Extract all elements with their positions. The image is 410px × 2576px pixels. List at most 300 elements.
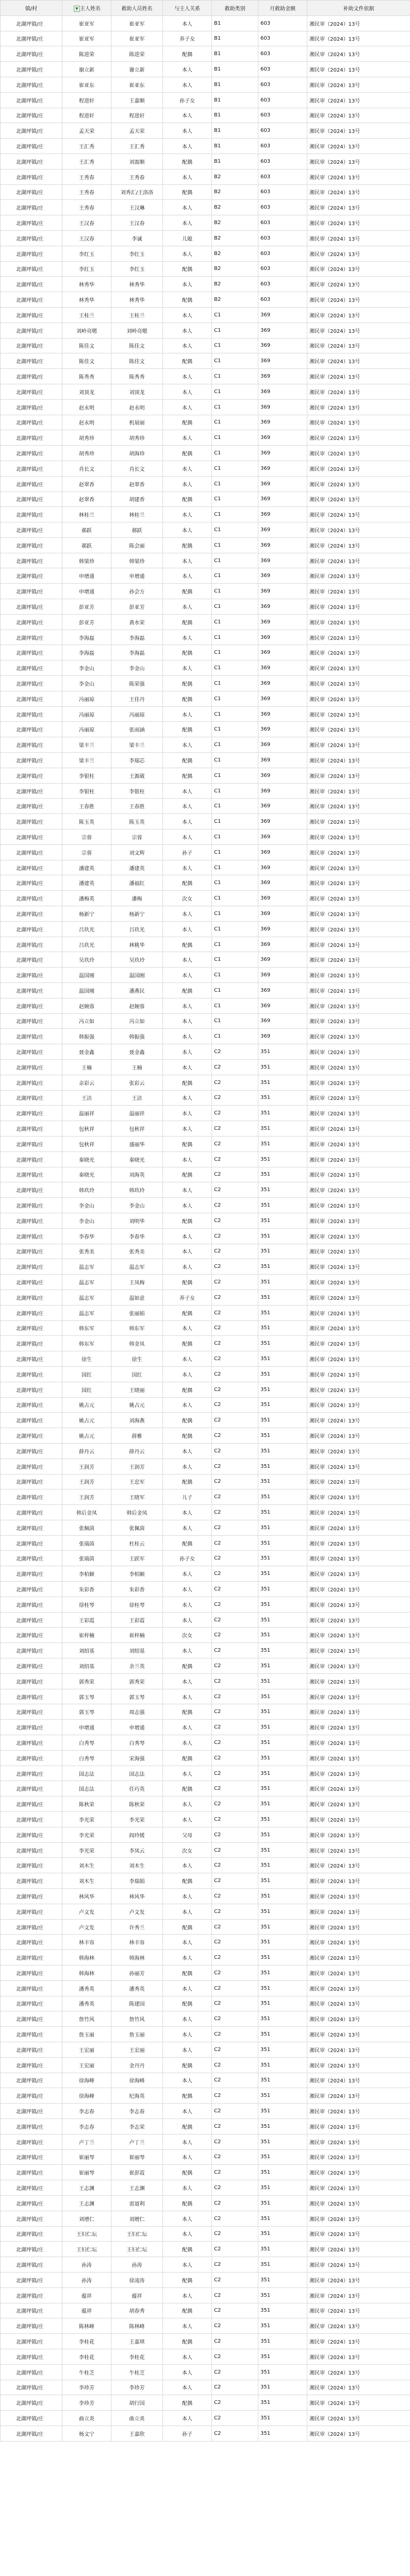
cell-town[interactable]: 北湖坪镇/庄 bbox=[1, 1612, 62, 1628]
cell-amount[interactable]: 351 bbox=[258, 1950, 307, 1965]
cell-document[interactable]: 湘民审（2024）13号 bbox=[307, 123, 410, 139]
cell-amount[interactable]: 351 bbox=[258, 2303, 307, 2318]
cell-town[interactable]: 北湖坪镇/庄 bbox=[1, 1919, 62, 1935]
cell-category[interactable]: B2 bbox=[212, 261, 258, 277]
cell-document[interactable]: 湘民审（2024）13号 bbox=[307, 1106, 410, 1121]
cell-document[interactable]: 湘民审（2024）13号 bbox=[307, 2057, 410, 2073]
cell-relation[interactable]: 本人 bbox=[163, 108, 212, 123]
cell-recipient[interactable]: 李瑞芯 bbox=[111, 753, 163, 768]
cell-owner[interactable]: 韩东军 bbox=[62, 1320, 111, 1336]
table-row[interactable] bbox=[1, 1643, 410, 1658]
cell-town[interactable]: 北湖坪镇/庄 bbox=[1, 1305, 62, 1320]
cell-owner[interactable]: 秦晓光 bbox=[62, 1167, 111, 1182]
cell-amount[interactable]: 351 bbox=[258, 1397, 307, 1413]
cell-town[interactable]: 北湖坪镇/庄 bbox=[1, 2180, 62, 2196]
cell-category[interactable]: C1 bbox=[212, 906, 258, 922]
table-row[interactable] bbox=[1, 1980, 410, 1996]
cell-owner[interactable]: 孟天荣 bbox=[62, 123, 111, 139]
cell-town[interactable]: 北湖坪镇/庄 bbox=[1, 476, 62, 492]
cell-category[interactable]: C1 bbox=[212, 323, 258, 338]
cell-owner[interactable]: 王宏丽 bbox=[62, 2057, 111, 2073]
cell-relation[interactable]: 本人 bbox=[163, 522, 212, 538]
cell-relation[interactable]: 本人 bbox=[163, 630, 212, 645]
cell-owner[interactable]: 刘木生 bbox=[62, 1873, 111, 1889]
cell-town[interactable]: 北湖坪镇/庄 bbox=[1, 1812, 62, 1827]
cell-amount[interactable]: 351 bbox=[258, 2395, 307, 2411]
table-row[interactable] bbox=[1, 1213, 410, 1228]
cell-category[interactable]: B1 bbox=[212, 154, 258, 169]
cell-owner[interactable]: 温志军 bbox=[62, 1290, 111, 1305]
cell-recipient[interactable]: 李桂花 bbox=[111, 2349, 163, 2364]
cell-town[interactable]: 北湖坪镇/庄 bbox=[1, 937, 62, 952]
table-row[interactable] bbox=[1, 768, 410, 783]
table-row[interactable] bbox=[1, 2119, 410, 2134]
table-row[interactable] bbox=[1, 15, 410, 31]
cell-town[interactable]: 北湖坪镇/庄 bbox=[1, 1275, 62, 1290]
cell-relation[interactable]: 本人 bbox=[163, 215, 212, 231]
cell-document[interactable]: 湘民审（2024）13号 bbox=[307, 1919, 410, 1935]
cell-document[interactable]: 湘民审（2024）13号 bbox=[307, 1689, 410, 1704]
cell-amount[interactable]: 351 bbox=[258, 1658, 307, 1674]
cell-category[interactable]: C2 bbox=[212, 1904, 258, 1919]
cell-town[interactable]: 北湖坪镇/庄 bbox=[1, 676, 62, 691]
cell-category[interactable]: C2 bbox=[212, 1228, 258, 1244]
cell-owner[interactable]: 程进轩 bbox=[62, 108, 111, 123]
table-row[interactable] bbox=[1, 2318, 410, 2334]
table-row[interactable] bbox=[1, 584, 410, 599]
cell-document[interactable]: 湘民审（2024）13号 bbox=[307, 1842, 410, 1858]
cell-owner[interactable]: 郝跃 bbox=[62, 522, 111, 538]
cell-document[interactable]: 湘民审（2024）13号 bbox=[307, 2149, 410, 2165]
cell-amount[interactable]: 369 bbox=[258, 446, 307, 461]
cell-amount[interactable]: 351 bbox=[258, 1474, 307, 1489]
table-row[interactable] bbox=[1, 476, 410, 492]
table-row[interactable] bbox=[1, 1766, 410, 1781]
cell-recipient[interactable]: 林桃华 bbox=[111, 937, 163, 952]
cell-document[interactable]: 湘民审（2024）13号 bbox=[307, 1628, 410, 1643]
cell-recipient[interactable]: 谢立新 bbox=[111, 62, 163, 77]
cell-town[interactable]: 北湖坪镇/庄 bbox=[1, 123, 62, 139]
cell-category[interactable]: C2 bbox=[212, 2042, 258, 2057]
cell-recipient[interactable]: 温如意 bbox=[111, 1290, 163, 1305]
cell-owner[interactable]: 韩海林 bbox=[62, 1965, 111, 1981]
cell-amount[interactable]: 351 bbox=[258, 1305, 307, 1320]
cell-document[interactable]: 湘民审（2024）13号 bbox=[307, 1797, 410, 1812]
cell-relation[interactable]: 本人 bbox=[163, 860, 212, 875]
cell-amount[interactable]: 369 bbox=[258, 553, 307, 568]
cell-owner[interactable]: 郭秀荣 bbox=[62, 1673, 111, 1689]
cell-recipient[interactable]: 李海磊 bbox=[111, 645, 163, 660]
cell-relation[interactable]: 本人 bbox=[163, 2318, 212, 2334]
cell-owner[interactable]: 韩后金凤 bbox=[62, 1505, 111, 1520]
cell-document[interactable]: 湘民审（2024）13号 bbox=[307, 706, 410, 722]
cell-relation[interactable]: 本人 bbox=[163, 2104, 212, 2119]
cell-relation[interactable]: 本人 bbox=[163, 998, 212, 1013]
cell-owner[interactable]: 王宏丽 bbox=[62, 2042, 111, 2057]
cell-document[interactable]: 湘民审（2024）13号 bbox=[307, 1996, 410, 2011]
cell-relation[interactable]: 本人 bbox=[163, 1889, 212, 1904]
cell-amount[interactable]: 351 bbox=[258, 1075, 307, 1090]
cell-town[interactable]: 北湖坪镇/庄 bbox=[1, 369, 62, 384]
cell-category[interactable]: C1 bbox=[212, 706, 258, 722]
cell-category[interactable]: C1 bbox=[212, 891, 258, 906]
cell-relation[interactable]: 配偶 bbox=[163, 768, 212, 783]
cell-town[interactable]: 北湖坪镇/庄 bbox=[1, 1781, 62, 1797]
table-row[interactable] bbox=[1, 1013, 410, 1029]
cell-owner[interactable]: 王秀春 bbox=[62, 184, 111, 200]
table-row[interactable] bbox=[1, 553, 410, 568]
cell-document[interactable]: 湘民审（2024）13号 bbox=[307, 1535, 410, 1551]
cell-owner[interactable]: 赵翠香 bbox=[62, 492, 111, 507]
cell-owner[interactable]: 梁丰兰 bbox=[62, 753, 111, 768]
cell-category[interactable]: C1 bbox=[212, 338, 258, 353]
cell-category[interactable]: C2 bbox=[212, 1597, 258, 1612]
cell-amount[interactable]: 351 bbox=[258, 2195, 307, 2211]
cell-document[interactable]: 湘民审（2024）13号 bbox=[307, 937, 410, 952]
cell-amount[interactable]: 351 bbox=[258, 1873, 307, 1889]
cell-relation[interactable]: 配偶 bbox=[163, 1336, 212, 1351]
cell-document[interactable]: 湘民审（2024）13号 bbox=[307, 1443, 410, 1459]
table-row[interactable] bbox=[1, 1566, 410, 1582]
cell-owner[interactable]: 林丰容 bbox=[62, 1935, 111, 1950]
cell-category[interactable]: C2 bbox=[212, 1474, 258, 1489]
cell-town[interactable]: 北湖坪镇/庄 bbox=[1, 1244, 62, 1259]
cell-category[interactable]: C1 bbox=[212, 737, 258, 753]
table-row[interactable] bbox=[1, 430, 410, 446]
cell-document[interactable]: 湘民审（2024）13号 bbox=[307, 2180, 410, 2196]
cell-amount[interactable]: 351 bbox=[258, 1996, 307, 2011]
cell-category[interactable]: C1 bbox=[212, 522, 258, 538]
cell-recipient[interactable]: 赵婉蓉 bbox=[111, 998, 163, 1013]
cell-amount[interactable]: 369 bbox=[258, 415, 307, 430]
col-header-recipient[interactable]: 救助人员姓名 bbox=[111, 1, 163, 16]
cell-category[interactable]: C2 bbox=[212, 2088, 258, 2104]
cell-town[interactable]: 北湖坪镇/庄 bbox=[1, 2272, 62, 2287]
table-row[interactable] bbox=[1, 1198, 410, 1213]
cell-recipient[interactable]: 胡建香 bbox=[111, 492, 163, 507]
table-row[interactable] bbox=[1, 937, 410, 952]
cell-category[interactable]: C1 bbox=[212, 353, 258, 369]
cell-category[interactable]: C2 bbox=[212, 1259, 258, 1275]
cell-owner[interactable]: 刘绍基 bbox=[62, 1643, 111, 1658]
cell-document[interactable]: 湘民审（2024）13号 bbox=[307, 261, 410, 277]
cell-amount[interactable]: 351 bbox=[258, 1106, 307, 1121]
cell-relation[interactable]: 本人 bbox=[163, 2380, 212, 2395]
cell-owner[interactable]: 申增通 bbox=[62, 1720, 111, 1735]
cell-recipient[interactable]: 冯丽琼 bbox=[111, 706, 163, 722]
cell-document[interactable]: 湘民审（2024）13号 bbox=[307, 1320, 410, 1336]
cell-relation[interactable]: 本人 bbox=[163, 1597, 212, 1612]
cell-document[interactable]: 湘民审（2024）13号 bbox=[307, 2027, 410, 2042]
cell-owner[interactable]: 林秀华 bbox=[62, 277, 111, 292]
cell-recipient[interactable]: 国志法 bbox=[111, 1766, 163, 1781]
cell-relation[interactable]: 本人 bbox=[163, 1366, 212, 1382]
cell-document[interactable]: 湘民审（2024）13号 bbox=[307, 292, 410, 308]
cell-document[interactable]: 湘民审（2024）13号 bbox=[307, 184, 410, 200]
cell-amount[interactable]: 369 bbox=[258, 430, 307, 446]
cell-town[interactable]: 北湖坪镇/庄 bbox=[1, 446, 62, 461]
cell-recipient[interactable]: 盛丽华 bbox=[111, 1136, 163, 1151]
cell-town[interactable]: 北湖坪镇/庄 bbox=[1, 1090, 62, 1106]
cell-category[interactable]: C1 bbox=[212, 691, 258, 706]
cell-document[interactable]: 湘民审（2024）13号 bbox=[307, 108, 410, 123]
cell-amount[interactable]: 351 bbox=[258, 1059, 307, 1075]
cell-category[interactable]: C2 bbox=[212, 1535, 258, 1551]
table-row[interactable] bbox=[1, 1336, 410, 1351]
cell-recipient[interactable]: 卢丁兰 bbox=[111, 2134, 163, 2149]
cell-category[interactable]: C2 bbox=[212, 1704, 258, 1720]
cell-recipient[interactable]: 陈佳文 bbox=[111, 338, 163, 353]
table-row[interactable] bbox=[1, 139, 410, 154]
cell-category[interactable]: B1 bbox=[212, 15, 258, 31]
cell-amount[interactable]: 351 bbox=[258, 1167, 307, 1182]
cell-recipient[interactable]: 潘梅 bbox=[111, 891, 163, 906]
cell-amount[interactable]: 369 bbox=[258, 691, 307, 706]
cell-relation[interactable]: 本人 bbox=[163, 2211, 212, 2226]
cell-relation[interactable]: 配偶 bbox=[163, 1428, 212, 1444]
cell-owner[interactable]: 申增通 bbox=[62, 568, 111, 584]
cell-owner[interactable]: 李桂花 bbox=[62, 2349, 111, 2364]
cell-relation[interactable]: 配偶 bbox=[163, 353, 212, 369]
cell-owner[interactable]: 潘秀英 bbox=[62, 1996, 111, 2011]
cell-amount[interactable]: 369 bbox=[258, 983, 307, 998]
cell-town[interactable]: 北湖坪镇/庄 bbox=[1, 1029, 62, 1044]
table-row[interactable] bbox=[1, 829, 410, 845]
cell-owner[interactable]: 李桂花 bbox=[62, 2334, 111, 2349]
table-row[interactable] bbox=[1, 62, 410, 77]
cell-relation[interactable]: 配偶 bbox=[163, 1382, 212, 1397]
cell-recipient[interactable]: 周志强 bbox=[111, 1704, 163, 1720]
cell-recipient[interactable]: 王跃军 bbox=[111, 1551, 163, 1566]
cell-document[interactable]: 湘民审（2024）13号 bbox=[307, 1151, 410, 1167]
cell-town[interactable]: 北湖坪镇/庄 bbox=[1, 1873, 62, 1889]
cell-owner[interactable]: 陈玉英 bbox=[62, 814, 111, 829]
cell-amount[interactable]: 351 bbox=[258, 1551, 307, 1566]
table-row[interactable] bbox=[1, 1351, 410, 1367]
cell-category[interactable]: C1 bbox=[212, 814, 258, 829]
cell-document[interactable]: 湘民审（2024）13号 bbox=[307, 15, 410, 31]
cell-town[interactable]: 北湖坪镇/庄 bbox=[1, 2318, 62, 2334]
cell-relation[interactable]: 本人 bbox=[163, 906, 212, 922]
cell-town[interactable]: 北湖坪镇/庄 bbox=[1, 492, 62, 507]
cell-amount[interactable]: 369 bbox=[258, 399, 307, 415]
cell-owner[interactable]: 李珍芳 bbox=[62, 2380, 111, 2395]
cell-amount[interactable]: 351 bbox=[258, 1781, 307, 1797]
table-row[interactable] bbox=[1, 1582, 410, 1597]
cell-owner[interactable]: 程进轩 bbox=[62, 92, 111, 108]
cell-document[interactable]: 湘民审（2024）13号 bbox=[307, 2318, 410, 2334]
cell-amount[interactable]: 351 bbox=[258, 1459, 307, 1474]
cell-relation[interactable]: 配偶 bbox=[163, 614, 212, 630]
cell-recipient[interactable]: 机展丽 bbox=[111, 415, 163, 430]
cell-document[interactable]: 湘民审（2024）13号 bbox=[307, 906, 410, 922]
cell-owner[interactable]: 王楠 bbox=[62, 1059, 111, 1075]
cell-owner[interactable]: 胡秀珍 bbox=[62, 430, 111, 446]
cell-amount[interactable]: 351 bbox=[258, 1980, 307, 1996]
cell-amount[interactable]: 369 bbox=[258, 599, 307, 615]
cell-relation[interactable]: 配偶 bbox=[163, 2195, 212, 2211]
cell-document[interactable]: 湘民审（2024）13号 bbox=[307, 860, 410, 875]
cell-category[interactable]: C2 bbox=[212, 1797, 258, 1812]
cell-owner[interactable]: 刘木生 bbox=[62, 1858, 111, 1873]
cell-amount[interactable]: 603 bbox=[258, 215, 307, 231]
cell-town[interactable]: 北湖坪镇/庄 bbox=[1, 1735, 62, 1751]
cell-amount[interactable]: 369 bbox=[258, 614, 307, 630]
cell-category[interactable]: C1 bbox=[212, 860, 258, 875]
cell-category[interactable]: C1 bbox=[212, 307, 258, 323]
cell-relation[interactable]: 本人 bbox=[163, 1121, 212, 1137]
cell-relation[interactable]: 本人 bbox=[163, 200, 212, 215]
cell-category[interactable]: C2 bbox=[212, 1090, 258, 1106]
cell-owner[interactable]: 冯丽琼 bbox=[62, 706, 111, 722]
cell-town[interactable]: 北湖坪镇/庄 bbox=[1, 2165, 62, 2180]
cell-document[interactable]: 湘民审（2024）13号 bbox=[307, 1735, 410, 1751]
cell-document[interactable]: 湘民审（2024）13号 bbox=[307, 2287, 410, 2303]
cell-amount[interactable]: 603 bbox=[258, 184, 307, 200]
cell-town[interactable]: 北湖坪镇/庄 bbox=[1, 1827, 62, 1842]
cell-recipient[interactable]: 纪海英 bbox=[111, 2088, 163, 2104]
cell-amount[interactable]: 369 bbox=[258, 706, 307, 722]
cell-relation[interactable]: 配偶 bbox=[163, 1535, 212, 1551]
cell-category[interactable]: C1 bbox=[212, 829, 258, 845]
cell-category[interactable]: C2 bbox=[212, 1136, 258, 1151]
table-row[interactable] bbox=[1, 1520, 410, 1535]
cell-relation[interactable]: 配偶 bbox=[163, 2119, 212, 2134]
cell-town[interactable]: 北湖坪镇/庄 bbox=[1, 768, 62, 783]
cell-owner[interactable]: 温志军 bbox=[62, 1259, 111, 1275]
cell-relation[interactable]: 本人 bbox=[163, 1689, 212, 1704]
cell-amount[interactable]: 369 bbox=[258, 737, 307, 753]
cell-amount[interactable]: 369 bbox=[258, 568, 307, 584]
table-row[interactable] bbox=[1, 1689, 410, 1704]
table-row[interactable] bbox=[1, 2149, 410, 2165]
table-row[interactable] bbox=[1, 200, 410, 215]
table-row[interactable] bbox=[1, 1735, 410, 1751]
cell-recipient[interactable]: 陈秀秀 bbox=[111, 369, 163, 384]
cell-amount[interactable]: 351 bbox=[258, 1244, 307, 1259]
cell-document[interactable]: 湘民审（2024）13号 bbox=[307, 660, 410, 676]
cell-recipient[interactable]: 李瑞娟 bbox=[111, 1873, 163, 1889]
cell-owner[interactable]: 姚占元 bbox=[62, 1413, 111, 1428]
cell-recipient[interactable]: 肖长文 bbox=[111, 461, 163, 476]
cell-relation[interactable]: 本人 bbox=[163, 1151, 212, 1167]
cell-category[interactable]: C2 bbox=[212, 1320, 258, 1336]
cell-owner[interactable]: 郭玉琴 bbox=[62, 1689, 111, 1704]
cell-document[interactable]: 湘民审（2024）13号 bbox=[307, 384, 410, 399]
cell-town[interactable]: 北湖坪镇/庄 bbox=[1, 2395, 62, 2411]
table-row[interactable] bbox=[1, 1290, 410, 1305]
cell-recipient[interactable]: 林秀华 bbox=[111, 292, 163, 308]
cell-amount[interactable]: 603 bbox=[258, 200, 307, 215]
cell-category[interactable]: C2 bbox=[212, 1950, 258, 1965]
cell-owner[interactable]: 彭亚芳 bbox=[62, 599, 111, 615]
cell-relation[interactable]: 本人 bbox=[163, 1766, 212, 1781]
cell-document[interactable]: 湘民审（2024）13号 bbox=[307, 1275, 410, 1290]
cell-amount[interactable]: 351 bbox=[258, 2364, 307, 2380]
cell-relation[interactable]: 本人 bbox=[163, 968, 212, 983]
cell-town[interactable]: 北湖坪镇/庄 bbox=[1, 1443, 62, 1459]
table-row[interactable] bbox=[1, 968, 410, 983]
cell-amount[interactable]: 351 bbox=[258, 2104, 307, 2119]
cell-recipient[interactable]: 王秀春 bbox=[111, 169, 163, 184]
cell-category[interactable]: C2 bbox=[212, 1735, 258, 1751]
cell-recipient[interactable]: 王晓丽 bbox=[111, 1382, 163, 1397]
cell-document[interactable]: 湘民审（2024）13号 bbox=[307, 1858, 410, 1873]
cell-recipient[interactable]: 李柏颖 bbox=[111, 1566, 163, 1582]
table-row[interactable] bbox=[1, 1842, 410, 1858]
table-row[interactable] bbox=[1, 461, 410, 476]
cell-town[interactable]: 北湖坪镇/庄 bbox=[1, 1535, 62, 1551]
cell-category[interactable]: C2 bbox=[212, 2119, 258, 2134]
cell-relation[interactable]: 本人 bbox=[163, 1582, 212, 1597]
cell-relation[interactable]: 本人 bbox=[163, 568, 212, 584]
cell-town[interactable]: 北湖坪镇/庄 bbox=[1, 338, 62, 353]
cell-document[interactable]: 湘民审（2024）13号 bbox=[307, 1643, 410, 1658]
cell-owner[interactable]: 吕玖光 bbox=[62, 937, 111, 952]
cell-category[interactable]: C2 bbox=[212, 2411, 258, 2426]
col-header-category[interactable]: 救助类别 bbox=[212, 1, 258, 16]
cell-owner[interactable]: 詹玉丽 bbox=[62, 2027, 111, 2042]
cell-relation[interactable]: 本人 bbox=[163, 1182, 212, 1198]
cell-recipient[interactable]: 金丹丹 bbox=[111, 2057, 163, 2073]
cell-amount[interactable]: 351 bbox=[258, 1366, 307, 1382]
cell-recipient[interactable]: 郝跃 bbox=[111, 522, 163, 538]
cell-category[interactable]: C2 bbox=[212, 2242, 258, 2257]
cell-document[interactable]: 湘民审（2024）13号 bbox=[307, 2042, 410, 2057]
cell-recipient[interactable]: 崔彭霞 bbox=[111, 2165, 163, 2180]
cell-town[interactable]: 北湖坪镇/庄 bbox=[1, 1075, 62, 1090]
cell-document[interactable]: 湘民审（2024）13号 bbox=[307, 1612, 410, 1628]
cell-document[interactable]: 湘民审（2024）13号 bbox=[307, 492, 410, 507]
cell-town[interactable]: 北湖坪镇/庄 bbox=[1, 1904, 62, 1919]
cell-category[interactable]: C2 bbox=[212, 1505, 258, 1520]
cell-town[interactable]: 北湖坪镇/庄 bbox=[1, 2088, 62, 2104]
table-row[interactable] bbox=[1, 722, 410, 737]
cell-recipient[interactable]: 国红 bbox=[111, 1366, 163, 1382]
cell-category[interactable]: B1 bbox=[212, 92, 258, 108]
cell-owner[interactable]: 冯丽琼 bbox=[62, 722, 111, 737]
cell-document[interactable]: 湘民审（2024）13号 bbox=[307, 1413, 410, 1428]
table-row[interactable] bbox=[1, 2027, 410, 2042]
cell-relation[interactable]: 本人 bbox=[163, 1228, 212, 1244]
cell-town[interactable]: 北湖坪镇/庄 bbox=[1, 2364, 62, 2380]
cell-category[interactable]: B1 bbox=[212, 31, 258, 46]
table-row[interactable] bbox=[1, 706, 410, 722]
table-row[interactable] bbox=[1, 2011, 410, 2027]
cell-owner[interactable]: 宗蓉 bbox=[62, 844, 111, 860]
cell-document[interactable]: 湘民审（2024）13号 bbox=[307, 1827, 410, 1842]
cell-recipient[interactable]: 包秋祥 bbox=[111, 1121, 163, 1137]
cell-relation[interactable]: 配偶 bbox=[163, 537, 212, 553]
cell-amount[interactable]: 369 bbox=[258, 998, 307, 1013]
cell-town[interactable]: 北湖坪镇/庄 bbox=[1, 1980, 62, 1996]
cell-category[interactable]: C2 bbox=[212, 2349, 258, 2364]
table-row[interactable] bbox=[1, 353, 410, 369]
cell-amount[interactable]: 351 bbox=[258, 1750, 307, 1766]
cell-town[interactable]: 北湖坪镇/庄 bbox=[1, 1382, 62, 1397]
cell-category[interactable]: C2 bbox=[212, 1459, 258, 1474]
cell-category[interactable]: C2 bbox=[212, 1582, 258, 1597]
cell-town[interactable]: 北湖坪镇/庄 bbox=[1, 384, 62, 399]
cell-document[interactable]: 湘民审（2024）13号 bbox=[307, 1013, 410, 1029]
cell-town[interactable]: 北湖坪镇/庄 bbox=[1, 2257, 62, 2273]
cell-category[interactable]: C2 bbox=[212, 1366, 258, 1382]
cell-document[interactable]: 湘民审（2024）13号 bbox=[307, 1766, 410, 1781]
cell-recipient[interactable]: 温丽祥 bbox=[111, 1106, 163, 1121]
cell-document[interactable]: 湘民审（2024）13号 bbox=[307, 568, 410, 584]
cell-relation[interactable]: 配偶 bbox=[163, 1413, 212, 1428]
table-row[interactable] bbox=[1, 2057, 410, 2073]
